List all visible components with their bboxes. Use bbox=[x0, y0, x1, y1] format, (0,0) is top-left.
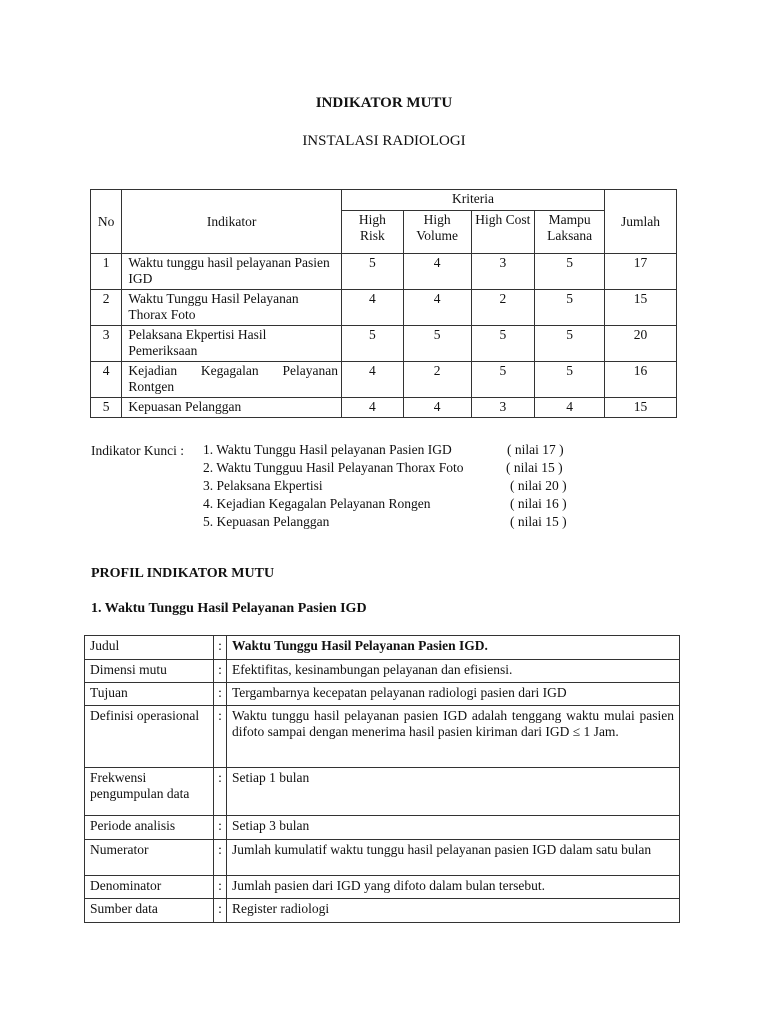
header-high-volume: High Volume bbox=[403, 211, 471, 254]
colon: : bbox=[214, 816, 227, 840]
table-row bbox=[85, 683, 680, 706]
cell-no: 3 bbox=[91, 326, 122, 362]
row-label: Definisi operasional bbox=[85, 706, 214, 768]
header-jumlah: Jumlah bbox=[605, 190, 677, 254]
cell-high-volume: 4 bbox=[403, 290, 471, 326]
profil-heading: PROFIL INDIKATOR MUTU bbox=[91, 566, 275, 581]
table-row bbox=[85, 840, 680, 876]
cell-jumlah: 20 bbox=[605, 326, 677, 362]
row-value: Efektifitas, kesinambungan pelayanan dan efisiensi. bbox=[227, 660, 680, 683]
cell-indikator: Kejadian Kegagalan Pelayanan Rontgen bbox=[122, 362, 342, 398]
row-value: Register radiologi bbox=[227, 899, 680, 923]
cell-high-risk: 5 bbox=[341, 254, 403, 290]
cell-high-volume: 4 bbox=[403, 254, 471, 290]
cell-jumlah: 15 bbox=[605, 398, 677, 418]
cell-high-cost: 5 bbox=[471, 362, 535, 398]
row-value: Setiap 3 bulan bbox=[227, 816, 680, 840]
table-row bbox=[85, 636, 680, 660]
cell-high-cost: 5 bbox=[471, 326, 535, 362]
cell-indikator: Kepuasan Pelanggan bbox=[122, 398, 342, 418]
cell-jumlah: 17 bbox=[605, 254, 677, 290]
cell-indikator: Waktu tunggu hasil pelayanan Pasien IGD bbox=[122, 254, 342, 290]
row-label: Denominator bbox=[85, 876, 214, 899]
table-row bbox=[85, 816, 680, 840]
table-row bbox=[85, 899, 680, 923]
kunci-item: 4. Kejadian Kegagalan Pelayanan Rongen bbox=[203, 496, 431, 511]
table-row bbox=[91, 254, 677, 290]
table-row bbox=[91, 326, 677, 362]
kunci-value: ( nilai 16 ) bbox=[510, 496, 567, 511]
cell-jumlah: 15 bbox=[605, 290, 677, 326]
profile-table bbox=[84, 635, 680, 923]
cell-mampu-laksana: 5 bbox=[535, 254, 605, 290]
colon: : bbox=[214, 683, 227, 706]
row-label: Dimensi mutu bbox=[85, 660, 214, 683]
indikator-kunci-label: Indikator Kunci : bbox=[91, 443, 184, 458]
table-row bbox=[91, 290, 677, 326]
cell-high-volume: 2 bbox=[403, 362, 471, 398]
row-label: Tujuan bbox=[85, 683, 214, 706]
cell-no: 4 bbox=[91, 362, 122, 398]
colon: : bbox=[214, 636, 227, 660]
cell-no: 2 bbox=[91, 290, 122, 326]
table-row bbox=[85, 768, 680, 816]
cell-high-cost: 3 bbox=[471, 254, 535, 290]
cell-high-risk: 5 bbox=[341, 326, 403, 362]
row-label: Judul bbox=[85, 636, 214, 660]
colon: : bbox=[214, 840, 227, 876]
cell-indikator: Waktu Tunggu Hasil Pelayanan Thorax Foto bbox=[122, 290, 342, 326]
table-row bbox=[85, 876, 680, 899]
table-row bbox=[85, 706, 680, 768]
header-no: No bbox=[91, 190, 122, 254]
criteria-table bbox=[90, 189, 677, 418]
row-label: Sumber data bbox=[85, 899, 214, 923]
kunci-value: ( nilai 15 ) bbox=[506, 460, 563, 475]
row-label: Frekwensi pengumpulan data bbox=[85, 768, 214, 816]
row-value: Waktu Tunggu Hasil Pelayanan Pasien IGD. bbox=[227, 636, 680, 660]
cell-mampu-laksana: 5 bbox=[535, 290, 605, 326]
colon: : bbox=[214, 706, 227, 768]
cell-mampu-laksana: 5 bbox=[535, 326, 605, 362]
document-title: INDIKATOR MUTU bbox=[315, 95, 453, 111]
table-row bbox=[91, 398, 677, 418]
row-label: Periode analisis bbox=[85, 816, 214, 840]
cell-high-risk: 4 bbox=[341, 290, 403, 326]
colon: : bbox=[214, 876, 227, 899]
cell-high-volume: 5 bbox=[403, 326, 471, 362]
cell-indikator: Pelaksana Ekpertisi Hasil Pemeriksaan bbox=[122, 326, 342, 362]
colon: : bbox=[214, 768, 227, 816]
row-value: Tergambarnya kecepatan pelayanan radiologi pasien dari IGD bbox=[227, 683, 680, 706]
header-high-risk: High Risk bbox=[341, 211, 403, 254]
header-high-cost: High Cost bbox=[471, 211, 535, 254]
section-heading: 1. Waktu Tunggu Hasil Pelayanan Pasien IGD bbox=[91, 601, 367, 616]
row-label: Numerator bbox=[85, 840, 214, 876]
colon: : bbox=[214, 899, 227, 923]
cell-high-risk: 4 bbox=[341, 398, 403, 418]
cell-high-cost: 3 bbox=[471, 398, 535, 418]
cell-high-volume: 4 bbox=[403, 398, 471, 418]
document-subtitle: INSTALASI RADIOLOGI bbox=[302, 133, 466, 149]
kunci-value: ( nilai 15 ) bbox=[510, 514, 567, 529]
header-kriteria: Kriteria bbox=[341, 190, 604, 211]
kunci-item: 5. Kepuasan Pelanggan bbox=[203, 514, 330, 529]
header-indikator: Indikator bbox=[122, 190, 342, 254]
table-row bbox=[91, 362, 677, 398]
cell-mampu-laksana: 4 bbox=[535, 398, 605, 418]
kunci-item: 1. Waktu Tunggu Hasil pelayanan Pasien IGD bbox=[203, 442, 452, 457]
table-row bbox=[85, 660, 680, 683]
cell-jumlah: 16 bbox=[605, 362, 677, 398]
kunci-value: ( nilai 17 ) bbox=[507, 442, 564, 457]
header-mampu-laksana: Mampu Laksana bbox=[535, 211, 605, 254]
row-value: Jumlah pasien dari IGD yang difoto dalam bulan tersebut. bbox=[227, 876, 680, 899]
row-value: Jumlah kumulatif waktu tunggu hasil pelayanan pasien IGD dalam satu bulan bbox=[227, 840, 680, 876]
row-value: Waktu tunggu hasil pelayanan pasien IGD adalah tenggang waktu mulai pasien difoto sampai dengan menerima hasil pasien kiriman dari IGD ≤ 1 Jam. bbox=[227, 706, 680, 768]
colon: : bbox=[214, 660, 227, 683]
cell-high-risk: 4 bbox=[341, 362, 403, 398]
kunci-value: ( nilai 20 ) bbox=[510, 478, 567, 493]
row-value: Setiap 1 bulan bbox=[227, 768, 680, 816]
kunci-item: 2. Waktu Tungguu Hasil Pelayanan Thorax Foto bbox=[203, 460, 464, 475]
cell-mampu-laksana: 5 bbox=[535, 362, 605, 398]
cell-no: 5 bbox=[91, 398, 122, 418]
cell-high-cost: 2 bbox=[471, 290, 535, 326]
cell-no: 1 bbox=[91, 254, 122, 290]
kunci-item: 3. Pelaksana Ekpertisi bbox=[203, 478, 323, 493]
